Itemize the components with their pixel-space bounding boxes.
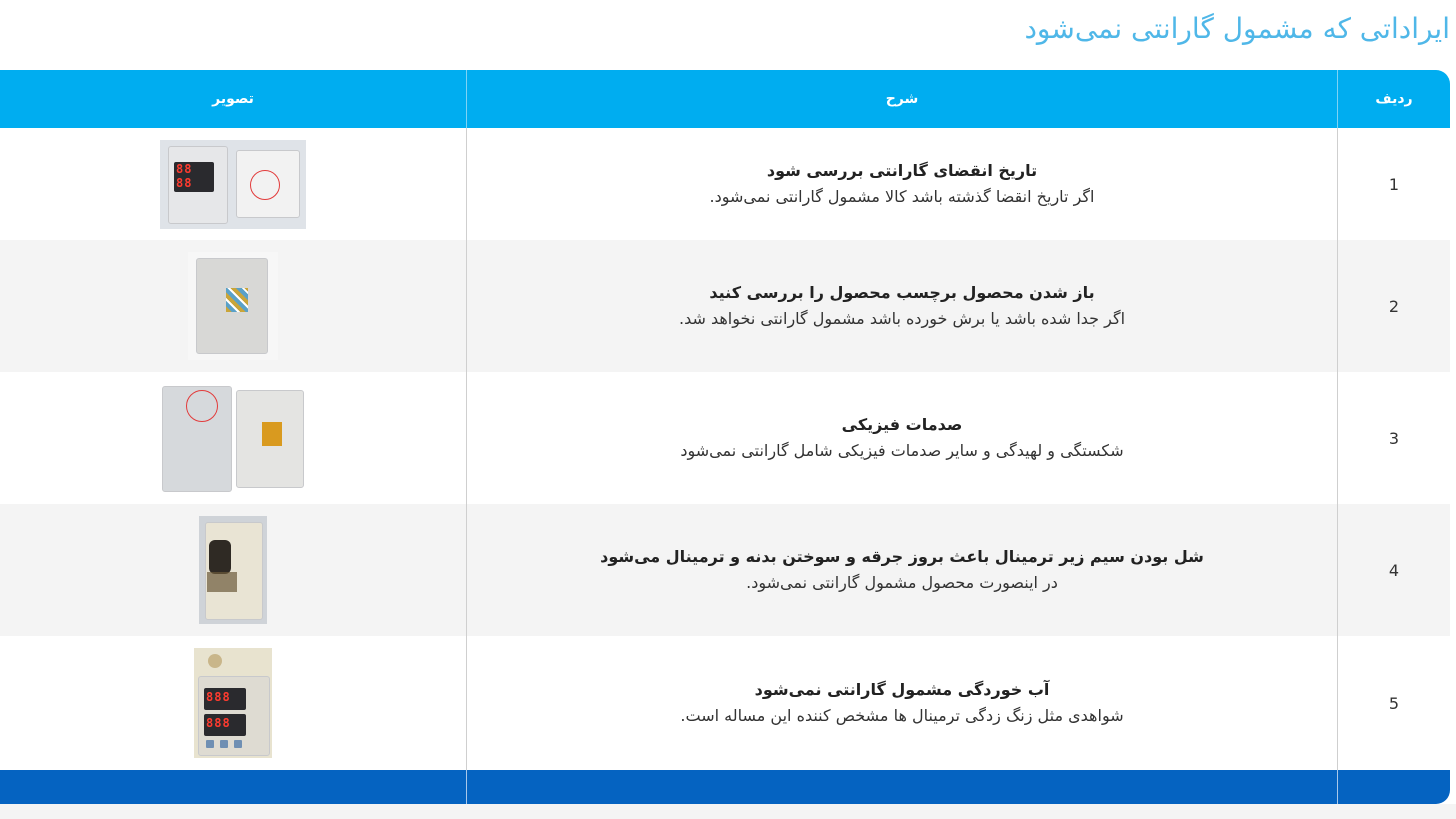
row-description: در اینصورت محصول مشمول گارانتی نمی‌شود. (746, 573, 1058, 592)
header-row-number: ردیف (1375, 91, 1413, 107)
table-row (0, 636, 1450, 770)
row-title: تاریخ انقضای گارانتی بررسی شود (766, 161, 1038, 180)
table-footer (0, 770, 1450, 804)
device-front-and-side-photo: 88 88 (160, 140, 306, 229)
row-number: 4 (1388, 560, 1400, 580)
row-description: شواهدی مثل زنگ زدگی ترمینال ها مشخص کننده این مساله است. (680, 706, 1124, 725)
warranty-table (0, 70, 1450, 804)
table-row (0, 240, 1450, 372)
burnt-terminal-photo (199, 516, 267, 624)
row-description: اگر جدا شده باشد یا برش خورده باشد مشمول گارانتی نخواهد شد. (678, 309, 1126, 328)
row-number: 2 (1388, 296, 1400, 316)
row-title: آب خوردگی مشمول گارانتی نمی‌شود (754, 680, 1050, 699)
row-number: 1 (1388, 174, 1400, 194)
table-row (0, 128, 1450, 240)
damaged-device-photo (162, 386, 304, 490)
page-title: ایراداتی که مشمول گارانتی نمی‌شود (1024, 12, 1450, 45)
row-description: شکستگی و لهیدگی و سایر صدمات فیزیکی شامل گارانتی نمی‌شود (680, 441, 1124, 460)
header-image: تصویر (212, 91, 254, 107)
column-divider (466, 70, 467, 128)
row-title: باز شدن محصول برچسب محصول را بررسی کنید (709, 283, 1095, 302)
row-number: 3 (1388, 428, 1400, 448)
page-bottom-strip (0, 804, 1456, 819)
table-row (0, 372, 1450, 504)
table-row (0, 504, 1450, 636)
column-divider (1337, 70, 1338, 128)
device-side-label-photo (188, 252, 278, 360)
row-number: 5 (1388, 693, 1400, 713)
table-header (0, 70, 1450, 128)
header-description: شرح (885, 91, 919, 107)
row-title: صدمات فیزیکی (841, 415, 963, 434)
rusted-device-photo: 888 888 (194, 648, 272, 758)
row-description: اگر تاریخ انقضا گذشته باشد کالا مشمول گارانتی نمی‌شود. (709, 187, 1095, 206)
row-title: شل بودن سیم زیر ترمینال باعث بروز جرقه و سوختن بدنه و ترمینال می‌شود (600, 547, 1204, 566)
